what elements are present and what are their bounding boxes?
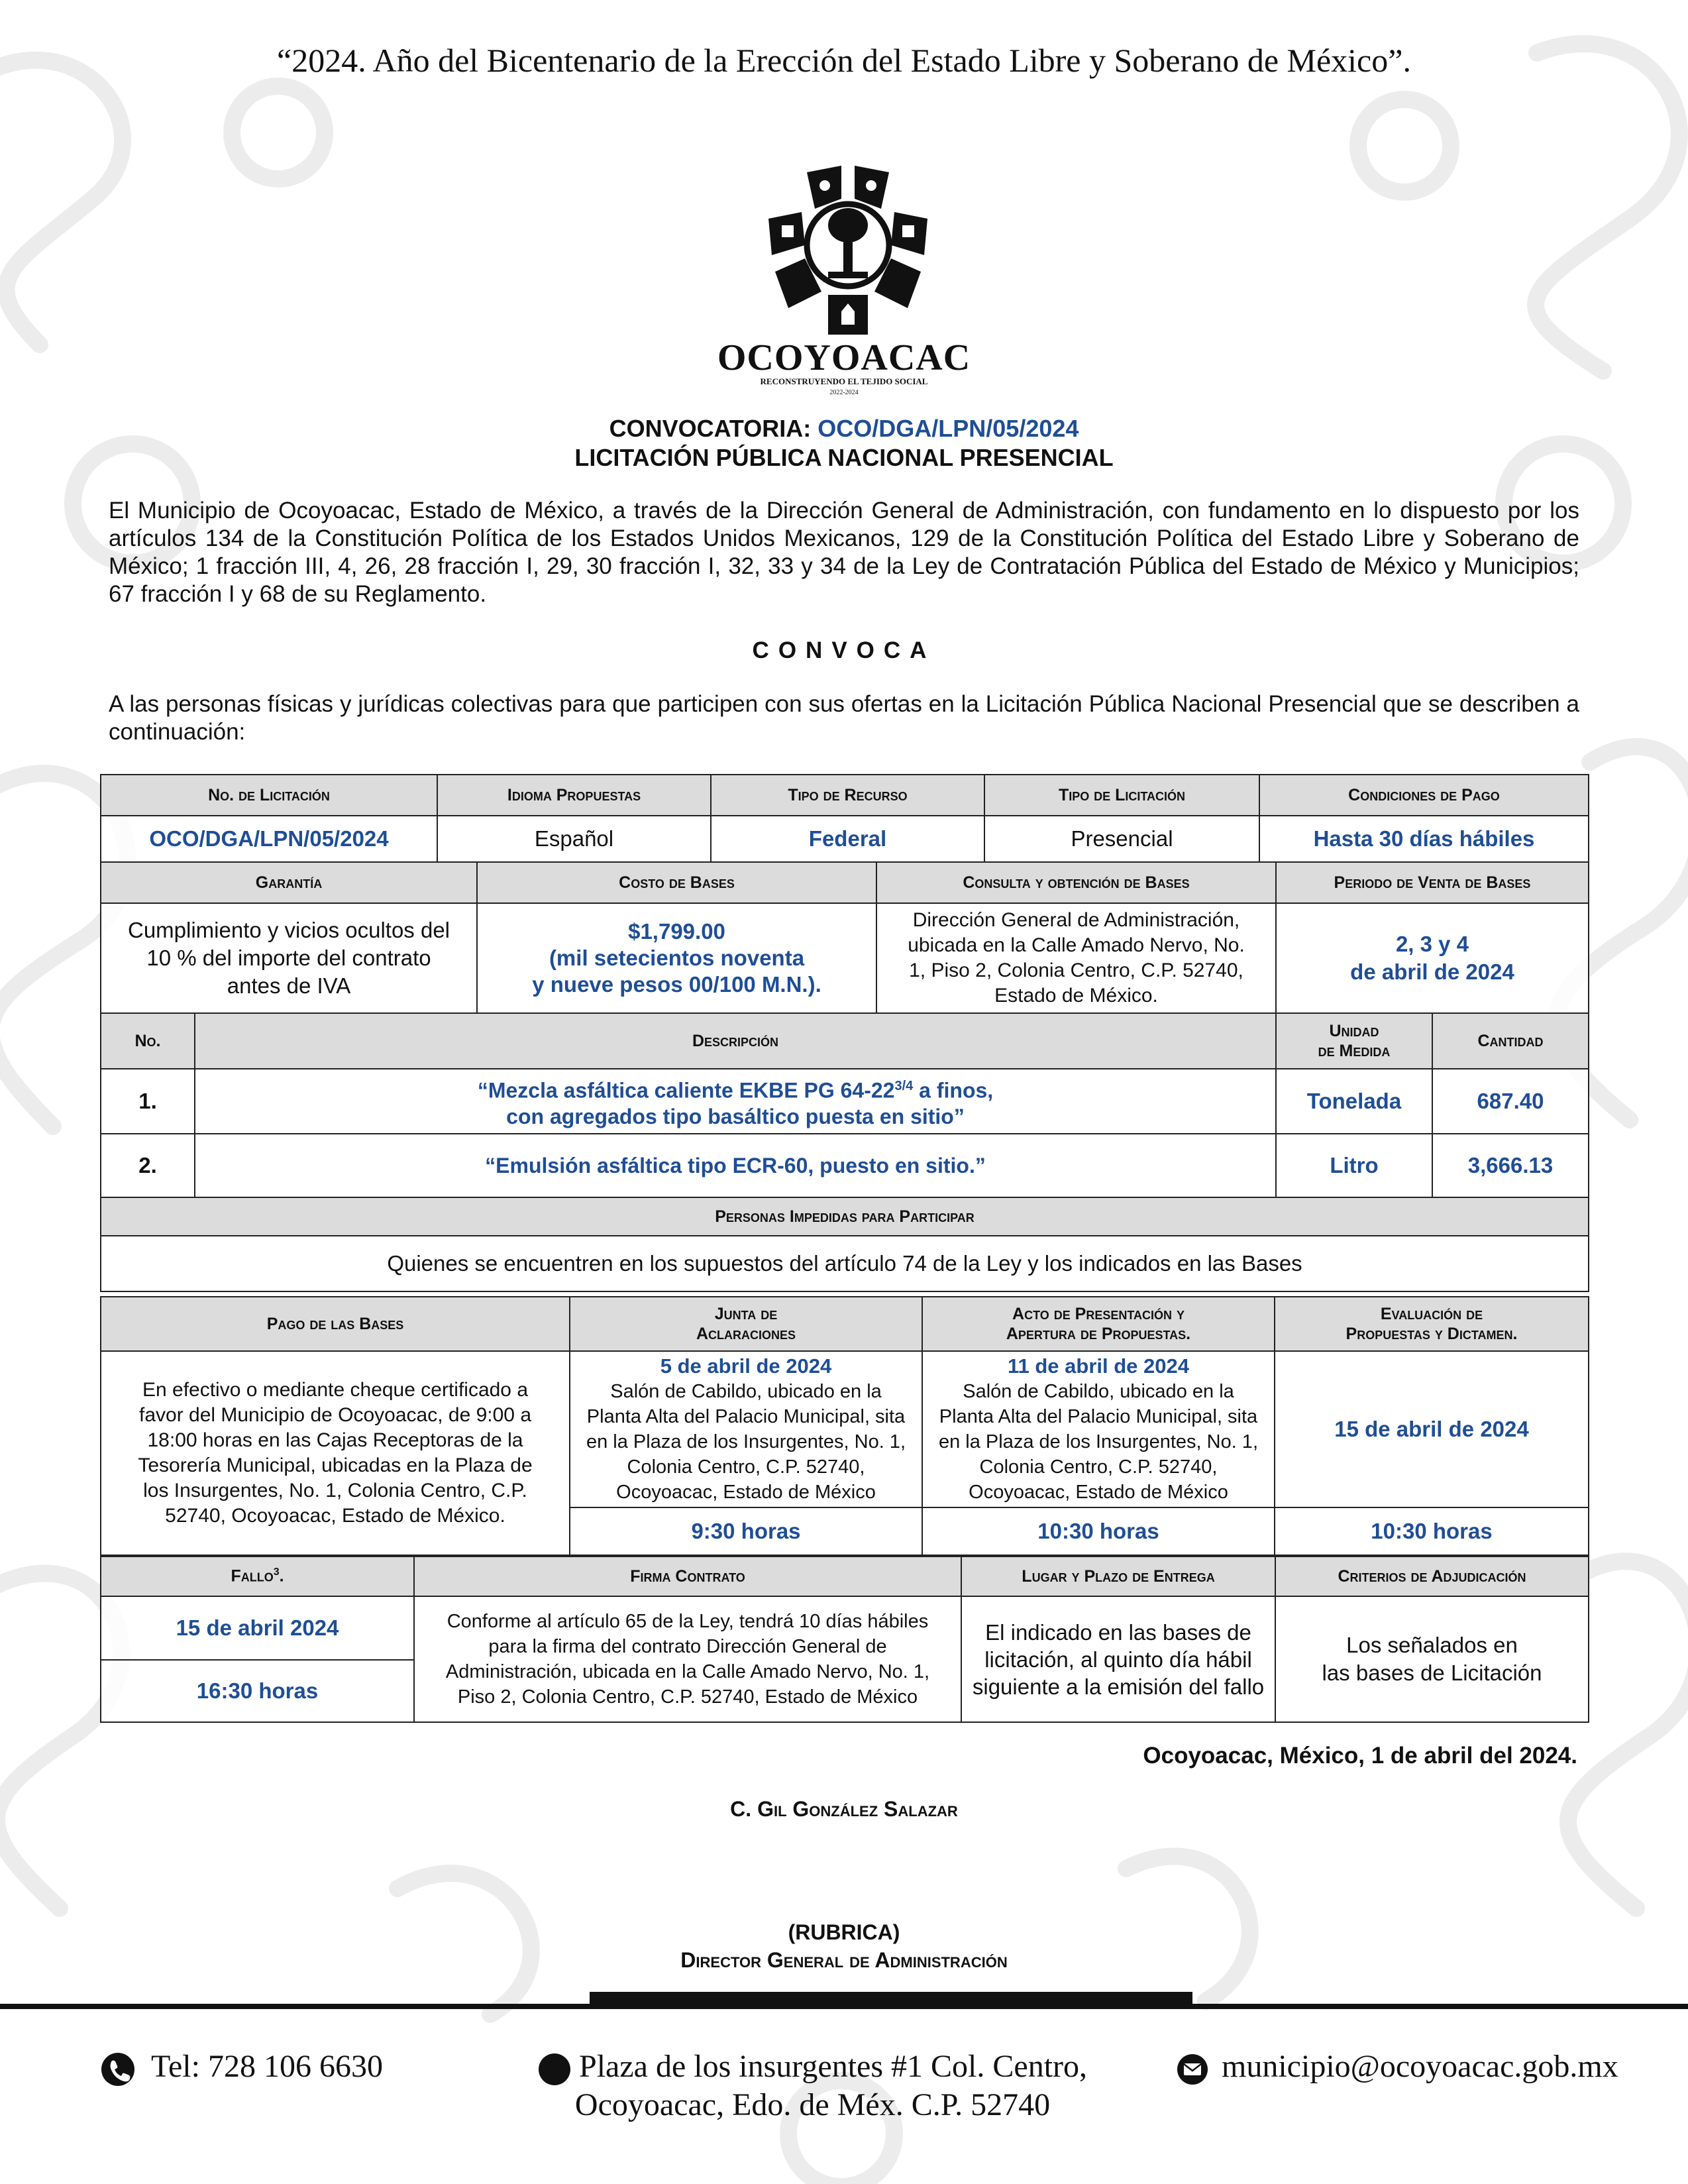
convocatoria-heading [0, 415, 1688, 443]
item-cantidad: 3,666.13 [1432, 1134, 1589, 1197]
header-no-licitacion: No. de Licitación [101, 775, 437, 816]
value-periodo-venta [1276, 903, 1589, 1013]
header-item-no: No. [101, 1013, 195, 1069]
footer-address-text: Plaza de los insurgentes #1 Col. Centro, [579, 2049, 1088, 2084]
acto-date: 11 de abril de 2024 [1007, 1354, 1189, 1378]
pago-line: favor del Municipio de Ocoyoacac, de 9:00 a [138, 1404, 532, 1426]
item-description-line: con agregados tipo basáltico puesta en sitio” [506, 1105, 965, 1129]
licitacion-subtitle: LICITACIÓN PÚBLICA NACIONAL PRESENCIAL [574, 444, 1114, 471]
header-evaluacion [1275, 1297, 1589, 1351]
email-icon [1177, 2053, 1208, 2085]
header-junta-aclaraciones [570, 1297, 922, 1351]
value-fallo-time: 16:30 horas [101, 1660, 414, 1722]
convocatoria-code: OCO/DGA/LPN/05/2024 [818, 415, 1079, 442]
item-description [195, 1069, 1276, 1134]
item-unidad: Tonelada [1276, 1069, 1432, 1134]
consulta-line: ubicada en la Calle Amado Nervo, No. [908, 934, 1245, 956]
junta-date: 5 de abril de 2024 [660, 1354, 832, 1378]
fallo-label: Fallo [231, 1566, 274, 1586]
footer-address [538, 2048, 1087, 2124]
pago-line: 18:00 horas en las Cajas Receptoras de la [147, 1429, 523, 1451]
convoca-heading: CONVOCA [752, 637, 936, 663]
header-consulta-bases: Consulta y obtención de Bases [876, 862, 1276, 903]
lugar-line: licitación, al quinto día hábil [984, 1647, 1252, 1672]
junta-header-line: Junta de [714, 1305, 778, 1323]
unidad-header-line: de Medida [1318, 1042, 1391, 1060]
header-firma-contrato: Firma Contrato [414, 1556, 961, 1596]
value-acto-time: 10:30 horas [922, 1507, 1275, 1555]
footer-address-line: Ocoyoacac, Edo. de Méx. C.P. 52740 [574, 2087, 1051, 2122]
value-pago-bases [101, 1351, 570, 1555]
municipal-coat-of-arms-logo [749, 146, 947, 341]
header-condiciones-pago: Condiciones de Pago [1259, 775, 1589, 816]
desc-superscript: 3/4 [894, 1078, 914, 1093]
procedure-dates-table [100, 1296, 1589, 1556]
evaluacion-header-line: Propuestas y Dictamen. [1345, 1325, 1518, 1343]
fallo-period: . [279, 1566, 284, 1586]
acto-place-line: en la Plaza de los Insurgentes, No. 1, [938, 1431, 1258, 1452]
garantia-line: Cumplimiento y vicios ocultos del [127, 918, 450, 942]
acto-place-line: Colonia Centro, C.P. 52740, [979, 1456, 1218, 1478]
pago-line: los Insurgentes, No. 1, Colonia Centro, C.P. [143, 1480, 527, 1502]
item-description: “Emulsión asfáltica tipo ECR-60, puesto en sitio.” [195, 1134, 1276, 1197]
header-criterios: Criterios de Adjudicación [1275, 1556, 1589, 1596]
signer-title: Director General de Administración [680, 1948, 1008, 1972]
value-criterios [1275, 1596, 1589, 1722]
lugar-line: siguiente a la emisión del fallo [972, 1674, 1265, 1699]
value-tipo-licitacion: Presencial [984, 816, 1259, 862]
firma-line: Conforme al artículo 65 de la Ley, tendrá 10 días hábiles [447, 1611, 929, 1632]
costo-line: y nueve pesos 00/100 M.N.). [532, 972, 821, 997]
licitacion-info-table [100, 774, 1589, 863]
header-garantia: Garantía [101, 862, 477, 903]
convocatoria-label: CONVOCATORIA: [609, 415, 818, 442]
header-lugar-entrega: Lugar y Plazo de Entrega [961, 1556, 1275, 1596]
item-unidad: Litro [1276, 1134, 1432, 1197]
periodo-line: de abril de 2024 [1350, 959, 1514, 984]
logo-tagline: RECONSTRUYENDO EL TEJIDO SOCIAL [760, 376, 928, 386]
table-row [101, 1134, 1589, 1197]
value-idioma: Español [437, 816, 711, 862]
lugar-line: El indicado en las bases de [985, 1619, 1251, 1645]
pago-line: 52740, Ocoyoacac, Estado de México. [165, 1505, 505, 1527]
intro-paragraph: El Municipio de Ocoyoacac, Estado de México, a través de la Dirección General de Administración, con fundamento en lo dispuesto por los artículos 134 de la Constitución Política de los Estados Unidos Mexicanos, 129 de la Constitución Política del Estado Libre y Soberano de México; 1 fracción III, 4, 26, 28 fracción I, 29, 30 fracción I, 32, 33 y 34 de la Ley de Contratación Pública del Estado de México y Municipios; 67 fracción I y 68 de su Reglamento. [109, 498, 1579, 607]
consulta-line: Estado de México. [994, 985, 1158, 1007]
phone-icon [101, 2052, 135, 2087]
footer-divider [0, 2004, 1688, 2009]
personas-impedidas-text: Quienes se encuentren en los supuestos del artículo 74 de la Ley y los indicados en las Bases [101, 1236, 1589, 1291]
unidad-header-line: Unidad [1329, 1022, 1379, 1040]
acto-header-line: Acto de Presentación y [1012, 1305, 1185, 1323]
value-consulta-bases [876, 903, 1276, 1013]
periodo-line: 2, 3 y 4 [1395, 932, 1469, 956]
value-evaluacion-date: 15 de abril de 2024 [1275, 1351, 1589, 1507]
value-fallo-date: 15 de abril 2024 [101, 1596, 414, 1660]
footer-email [1177, 2048, 1618, 2086]
value-junta-time: 9:30 horas [570, 1507, 922, 1555]
location-dot-icon [538, 2053, 571, 2086]
header-tipo-licitacion: Tipo de Licitación [984, 775, 1259, 816]
evaluacion-header-line: Evaluación de [1380, 1305, 1483, 1323]
criterios-line: las bases de Licitación [1322, 1661, 1542, 1685]
value-tipo-recurso: Federal [711, 816, 984, 862]
header-fallo [101, 1556, 414, 1596]
header-idioma: Idioma Propuestas [437, 775, 711, 816]
pago-line: Tesorería Municipal, ubicadas en la Plaza de [138, 1454, 533, 1476]
value-acto [922, 1351, 1275, 1507]
bases-info-table [100, 861, 1589, 1014]
junta-place-line: en la Plaza de los Insurgentes, No. 1, [586, 1431, 906, 1452]
acto-header-line: Apertura de Propuestas. [1006, 1325, 1191, 1343]
pago-line: En efectivo o mediante cheque certificado a [142, 1379, 529, 1401]
logo-name: OCOYOACAC [717, 337, 971, 378]
footer-divider-thick [590, 1992, 1192, 2004]
header-acto-presentacion [922, 1297, 1275, 1351]
firma-line: Administración, ubicada en la Calle Amado Nervo, No. 1, [445, 1661, 930, 1682]
footer-address-line [538, 2048, 1087, 2086]
consulta-line: 1, Piso 2, Colonia Centro, C.P. 52740, [909, 959, 1243, 981]
header-cantidad: Cantidad [1432, 1013, 1589, 1069]
garantia-line: 10 % del importe del contrato [146, 946, 431, 970]
items-table [100, 1012, 1589, 1292]
criterios-line: Los señalados en [1346, 1633, 1518, 1657]
acto-place-line: Ocoyoacac, Estado de México [969, 1482, 1228, 1503]
value-firma-contrato [414, 1596, 961, 1722]
junta-place-line: Colonia Centro, C.P. 52740, [627, 1456, 865, 1478]
value-garantia [101, 903, 477, 1013]
fallo-superscript: 3 [273, 1566, 280, 1578]
place-and-date: Ocoyoacac, México, 1 de abril del 2024. [1143, 1743, 1577, 1769]
acto-place-line: Planta Alta del Palacio Municipal, sita [939, 1406, 1258, 1427]
motto-line: “2024. Año del Bicentenario de la Erección del Estado Libre y Soberano de México”. [277, 42, 1411, 79]
header-pago-bases: Pago de las Bases [101, 1297, 570, 1351]
rubrica-mark: (RUBRICA) [788, 1920, 900, 1944]
firma-line: Piso 2, Colonia Centro, C.P. 52740, Estado de México [457, 1686, 918, 1708]
junta-place-line: Planta Alta del Palacio Municipal, sita [586, 1406, 906, 1427]
item-cantidad: 687.40 [1432, 1069, 1589, 1134]
header-descripcion: Descripción [195, 1013, 1276, 1069]
value-evaluacion-time: 10:30 horas [1275, 1507, 1589, 1555]
header-costo-bases: Costo de Bases [477, 862, 876, 903]
item-no: 1. [101, 1069, 195, 1134]
footer-email-text: municipio@ocoyoacac.gob.mx [1222, 2049, 1618, 2084]
logo-years: 2022-2024 [829, 389, 859, 396]
value-junta [570, 1351, 922, 1507]
table-row [101, 1069, 1589, 1134]
header-periodo-venta: Periodo de Venta de Bases [1276, 862, 1589, 903]
item-description-line [201, 1073, 1270, 1104]
junta-header-line: Aclaraciones [696, 1325, 796, 1343]
junta-place-line: Ocoyoacac, Estado de México [616, 1482, 876, 1503]
desc-part: “Mezcla asfáltica caliente EKBE PG 64-22 [477, 1078, 895, 1103]
costo-line: $1,799.00 [628, 919, 725, 944]
header-tipo-recurso: Tipo de Recurso [711, 775, 984, 816]
footer-phone-text: Tel: 728 106 6630 [151, 2049, 383, 2084]
firma-line: para la firma del contrato Dirección General de [488, 1636, 887, 1657]
garantia-line: antes de IVA [227, 973, 351, 998]
consulta-line: Dirección General de Administración, [912, 909, 1240, 931]
header-personas-impedidas: Personas Impedidas para Participar [101, 1197, 1589, 1236]
costo-line: (mil setecientos noventa [549, 946, 805, 970]
invitation-paragraph: A las personas físicas y jurídicas colectivas para que participen con sus ofertas en la Licitación Pública Nacional Presencial que se describen a continuación: [109, 691, 1579, 745]
value-lugar-entrega [961, 1596, 1275, 1722]
value-costo-bases [477, 903, 876, 1013]
signer-name: C. Gil González Salazar [730, 1797, 958, 1821]
desc-part: a finos, [913, 1078, 994, 1103]
contract-table [100, 1556, 1589, 1723]
junta-place-line: Salón de Cabildo, ubicado en la [610, 1381, 882, 1402]
footer-phone [101, 2048, 383, 2087]
acto-place-line: Salón de Cabildo, ubicado en la [963, 1381, 1234, 1402]
header-unidad-medida [1276, 1013, 1432, 1069]
value-condiciones-pago: Hasta 30 días hábiles [1259, 816, 1589, 862]
item-no: 2. [101, 1134, 195, 1197]
value-no-licitacion: OCO/DGA/LPN/05/2024 [101, 816, 437, 862]
